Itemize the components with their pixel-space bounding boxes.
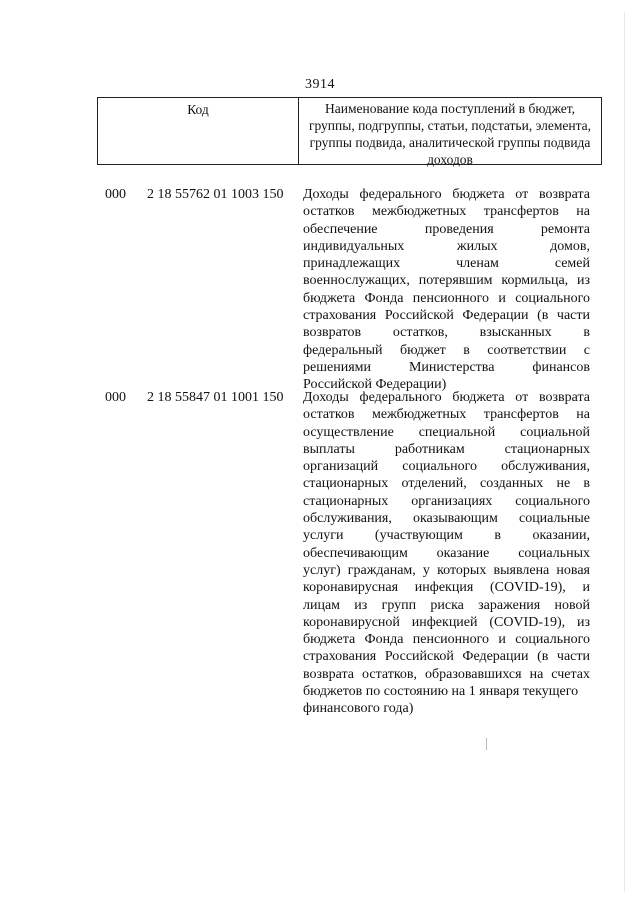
description-line: возвратов остатков, взысканных в (303, 325, 590, 341)
description-line: возврата остатков, образовавшихся на счетах (303, 666, 590, 682)
row-code: 2 18 55847 01 1001 150 (147, 390, 284, 405)
description-line: Доходы федерального бюджета от возврата (303, 187, 590, 202)
description-line: остатков межбюджетных трансфертов на (303, 204, 590, 220)
description-line: выплаты работникам стационарных (303, 441, 590, 457)
description-line: услуги (участвующим в оказании, (303, 528, 590, 544)
description-line: осуществление специальной социальной (303, 424, 590, 440)
description-line: страхования Российской Федерации (в части (303, 308, 590, 324)
description-line: решениями Министерства финансов (303, 359, 590, 375)
description-line: лицам из групп риска заражения новой (303, 597, 590, 613)
header-name-column: Наименование кода поступлений в бюджет, группы, подгруппы, статьи, подстатьи, элемента, группы подвида, аналитической группы подвида доходов (308, 101, 592, 167)
description-line: услуг) гражданам, у которых выявлена новая (303, 562, 590, 578)
description-line: коронавирусная инфекция (COVID-19), и (303, 580, 590, 596)
page-number: 3914 (305, 77, 335, 92)
header-code-column: Код (98, 98, 299, 164)
description-line: стационарных отделений, созданных не в (303, 476, 590, 492)
row-prefix: 000 (105, 390, 126, 405)
description-line: страхования Российской Федерации (в части (303, 649, 590, 665)
description-line: обеспечивающим оказание социальных (303, 545, 590, 561)
description-line: принадлежащих членам семей (303, 256, 590, 272)
description-line: индивидуальных жилых домов, (303, 238, 590, 254)
description-line: обслуживания, оказывающим социальные (303, 511, 590, 527)
description-line: финансового года) (303, 701, 414, 717)
description-line: бюджета Фонда пенсионного и социального (303, 632, 590, 648)
row-description (303, 389, 590, 718)
description-line: обеспечение проведения ремонта (303, 221, 590, 237)
description-line: бюджетов по состоянию на 1 января текущего (303, 684, 579, 700)
scan-artifact (486, 738, 487, 750)
row-code: 2 18 55762 01 1003 150 (147, 187, 284, 202)
description-line: остатков межбюджетных трансфертов на (303, 407, 590, 423)
row-prefix: 000 (105, 187, 126, 202)
description-line: Российской Федерации) (303, 377, 447, 393)
description-line: стационарных организациях социального (303, 493, 590, 509)
description-line: коронавирусной инфекцией (COVID-19), из (303, 614, 590, 630)
scan-edge (624, 12, 625, 892)
description-line: военнослужащих, потерявшим кормильца, из (303, 273, 590, 289)
row-description (303, 186, 590, 394)
description-line: Доходы федерального бюджета от возврата (303, 390, 590, 405)
table-header (97, 97, 602, 165)
description-line: бюджета Фонда пенсионного и социального (303, 290, 590, 306)
description-line: федеральный бюджет в соответствии с (303, 342, 590, 358)
description-line: организаций социального обслуживания, (303, 459, 590, 475)
